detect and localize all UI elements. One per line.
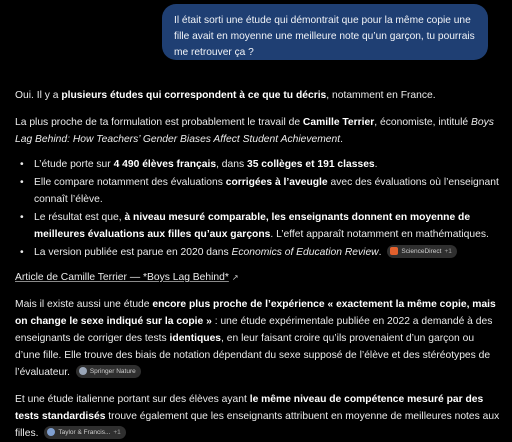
chip-count: +1 xyxy=(444,247,452,255)
chip-count: +1 xyxy=(113,428,121,436)
p4-text: Et une étude italienne portant sur des élèves ayant xyxy=(15,394,250,405)
b1-text-2: , dans xyxy=(216,159,247,170)
b3-bold: à niveau mesuré comparable, les enseignants donnent en moyenne de meilleures évaluations aux filles qu’aux garçons xyxy=(34,212,471,240)
external-link-icon[interactable]: ↗ xyxy=(231,273,239,282)
p4-bold: le même niveau de compétence mesuré par des tests standardisés xyxy=(15,394,484,422)
intro-text-end: , notamment en France. xyxy=(326,90,436,101)
springer-icon xyxy=(79,367,87,375)
user-message-bubble xyxy=(162,4,488,60)
intro-text: Oui. Il y a xyxy=(15,90,62,101)
assistant-answer xyxy=(15,87,501,442)
p3-text-2: : une étude expérimentale publiée en 2022 a demandé à des enseignants de corriger des tests xyxy=(15,316,493,344)
b2-text-2: avec des évaluations où l’enseignant connaît l’élève. xyxy=(34,177,499,205)
b3-text-2: . L’effet apparaît notamment en mathématiques. xyxy=(270,229,489,240)
b3-text: Le résultat est que, xyxy=(34,212,125,223)
list-item xyxy=(15,174,501,208)
terrier-article-link[interactable] xyxy=(15,269,501,286)
bullet-icon: • xyxy=(20,159,24,170)
chip-label: Taylor & Francis... xyxy=(58,428,111,436)
b2-bold: corrigées à l’aveugle xyxy=(225,177,328,188)
intro-bold: plusieurs études qui correspondent à ce que tu décris xyxy=(61,90,327,101)
bullet-icon: • xyxy=(20,177,24,188)
user-message-text: Il était sorti une étude qui démontrait que pour la même copie une fille avait en moyenne une meilleure note qu’un garçon, tu pourrais me retrouver ça ? xyxy=(174,15,475,58)
b1-bold: 4 490 élèves français xyxy=(113,159,217,170)
p4-text-2: trouve également que les enseignants attribuent en moyenne de meilleures notes aux filles. xyxy=(15,411,500,439)
taylor-francis-icon xyxy=(47,428,55,436)
p3-bold-2: identiques xyxy=(169,333,222,344)
p3-text: Mais il existe aussi une étude xyxy=(15,299,153,310)
chip-label: ScienceDirect xyxy=(401,247,442,255)
terrier-title: Boys Lag Behind: How Teachers’ Gender Biases Affect Student Achievement xyxy=(15,117,494,145)
p3-bold: encore plus proche de l’expérience « exactement la même copie, mais on change le sexe indiqué sur la copie » xyxy=(15,299,496,327)
chip-label: Springer Nature xyxy=(89,367,136,375)
study-details-list xyxy=(15,156,501,261)
bullet-icon: • xyxy=(20,247,24,258)
answer-intro xyxy=(15,87,501,104)
b4-text: La version publiée est parue en 2020 dans xyxy=(34,247,232,258)
sciencedirect-icon xyxy=(390,247,398,255)
b1-bold-2: 35 collèges et 191 classes xyxy=(246,159,375,170)
p3-text-3: , en leur faisant croire qu’ils provenaient d’un garçon ou d’une fille. Elle trouve des biais de notation dépendant du sexe supposé de l’élève et des stéréotypes de l’évaluateur. xyxy=(15,333,491,378)
b1-end: . xyxy=(374,159,378,170)
terrier-text-2: , économiste, intitulé xyxy=(374,117,472,128)
source-chip-springer[interactable] xyxy=(76,365,141,378)
answer-experiment-paragraph xyxy=(15,296,501,381)
list-item xyxy=(15,209,501,243)
bullet-icon: • xyxy=(20,212,24,223)
terrier-period: . xyxy=(340,134,343,145)
terrier-text: La plus proche de ta formulation est probablement le travail de xyxy=(15,117,303,128)
b4-journal: Economics of Education Review xyxy=(231,247,379,258)
answer-terrier-paragraph xyxy=(15,114,501,148)
source-chip-sciencedirect[interactable] xyxy=(387,245,457,258)
b1-text: L’étude porte sur xyxy=(34,159,114,170)
list-item xyxy=(15,244,501,261)
b4-period: . xyxy=(378,247,382,258)
list-item xyxy=(15,156,501,173)
article-link-text[interactable]: Article de Camille Terrier — *Boys Lag Behind* xyxy=(15,272,229,283)
source-chip-taylor-francis[interactable] xyxy=(44,426,125,439)
b2-text: Elle compare notamment des évaluations xyxy=(34,177,226,188)
terrier-name: Camille Terrier xyxy=(302,117,375,128)
answer-italy-paragraph xyxy=(15,391,501,442)
